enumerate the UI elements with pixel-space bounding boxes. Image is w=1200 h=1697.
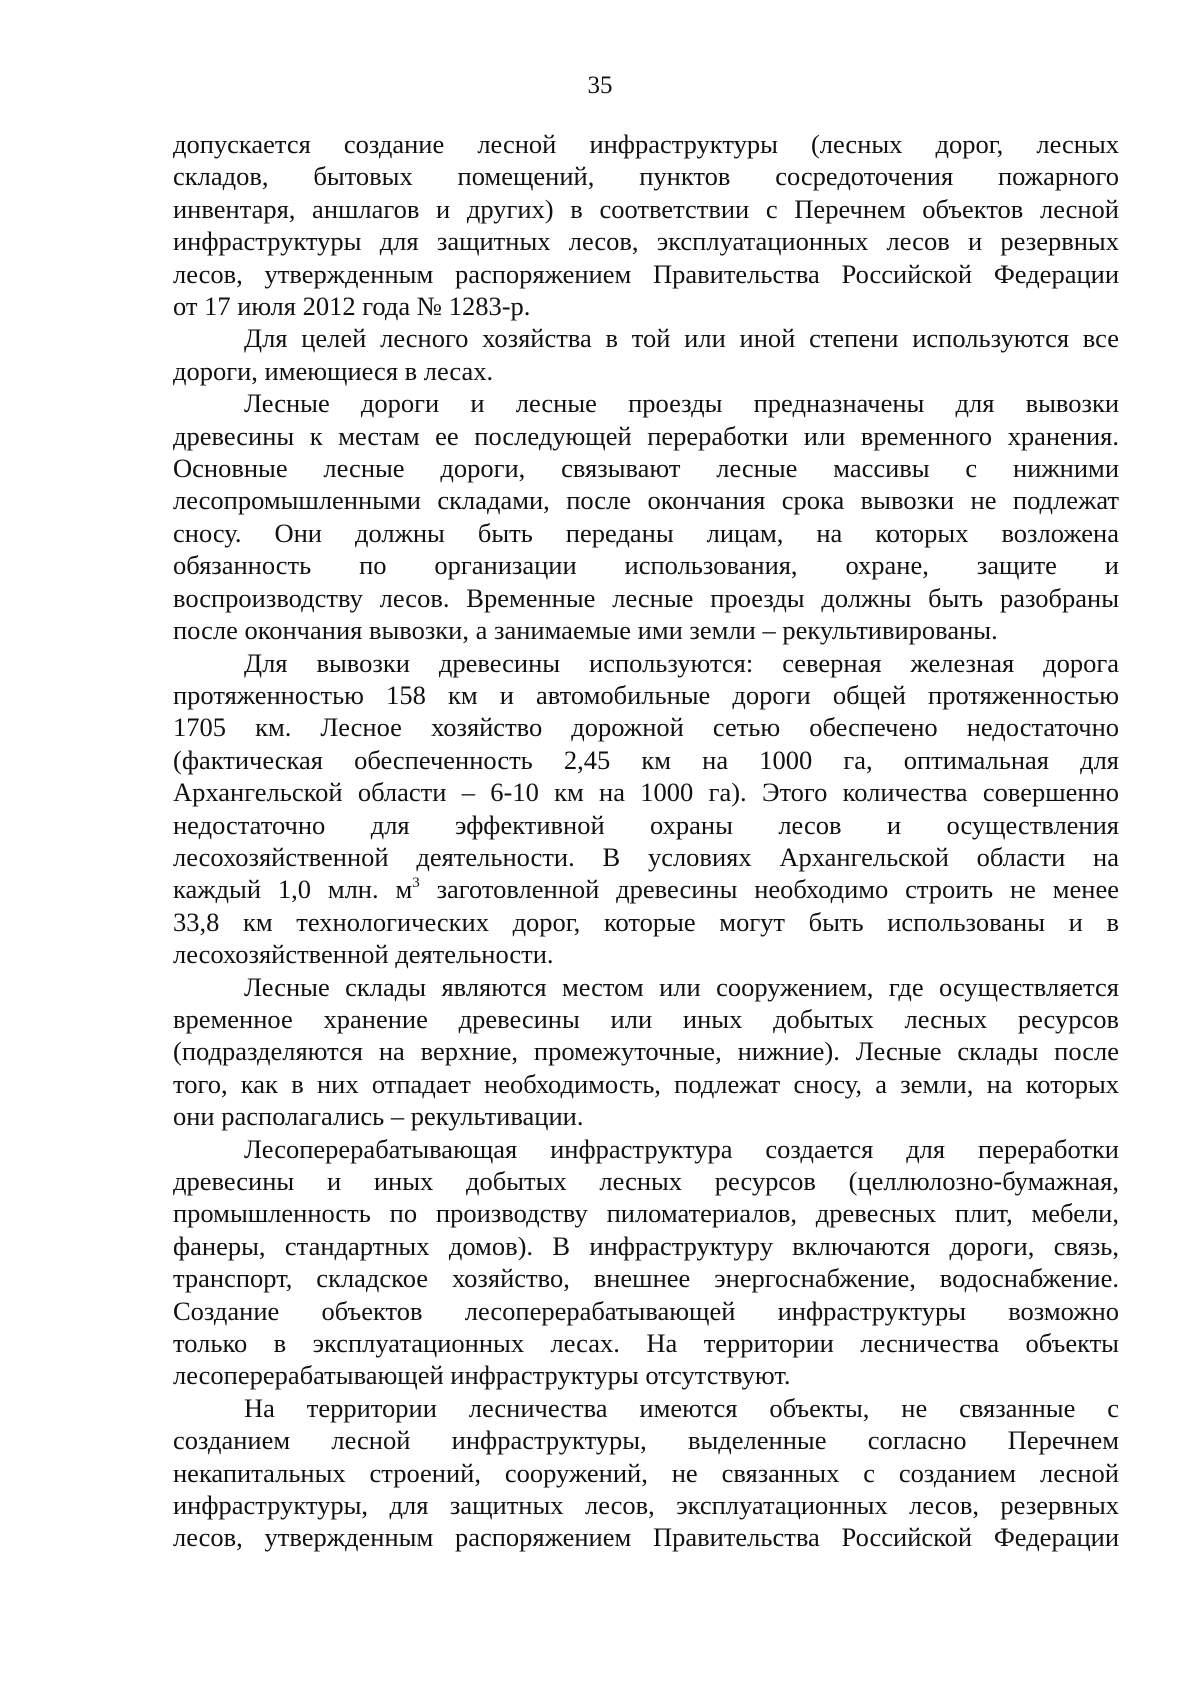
text-line: лесохозяйственной деятельности. (173, 939, 554, 970)
text-line: лесопромышленными складами, после окончания срока вывозки не подлежат (173, 485, 1119, 516)
text-line: Создание объектов лесоперерабатывающей инфраструктуры возможно (173, 1295, 1119, 1326)
paragraph-forest-warehouses (173, 971, 1119, 1133)
paragraph-forest-roads (173, 387, 1119, 646)
text-line: лесов, утвержденным распоряжением Правительства Российской Федерации (173, 1522, 1119, 1553)
text-line: Для вывозки древесины используются: северная железная дорога (244, 647, 1119, 678)
text-line: только в эксплуатационных лесах. На территории лесничества объекты (173, 1328, 1119, 1359)
cubic-superscript: 3 (412, 875, 420, 892)
text-line: 33,8 км технологических дорог, которые могут быть использованы и в (173, 906, 1119, 937)
text-line: они располагались – рекультивации. (173, 1101, 584, 1132)
text-fragment: заготовленной древесины необходимо строить не менее (419, 874, 1119, 905)
text-line: Основные лесные дороги, связывают лесные массивы с нижними (173, 453, 1119, 484)
text-line: лесов, утвержденным распоряжением Правительства Российской Федерации (173, 258, 1119, 289)
text-line: древесины и иных добытых лесных ресурсов (целлюлозно-бумажная, (173, 1166, 1119, 1196)
text-line: складов, бытовых помещений, пунктов сосредоточения пожарного (173, 161, 1119, 192)
text-line: обязанность по организации использования, охране, защите и (173, 550, 1119, 581)
text-line: (подразделяются на верхние, промежуточные, нижние). Лесные склады после (173, 1036, 1119, 1067)
text-line: промышленность по производству пиломатериалов, древесных плит, мебели, (173, 1198, 1119, 1229)
text-line: дороги, имеющиеся в лесах. (173, 355, 494, 386)
text-line: протяженностью 158 км и автомобильные дороги общей протяженностью (173, 679, 1119, 710)
text-line: от 17 июля 2012 года № 1283-р. (173, 291, 531, 322)
text-fragment: каждый 1,0 млн. м (173, 874, 413, 905)
document-body (173, 128, 1119, 1554)
text-line: после окончания вывозки, а занимаемые ими земли – рекультивированы. (173, 615, 998, 646)
paragraph-roads-usage (173, 322, 1119, 387)
text-line: временное хранение древесины или иных добытых лесных ресурсов (173, 1003, 1119, 1034)
text-line: инфраструктуры для защитных лесов, эксплуатационных лесов и резервных (173, 226, 1119, 257)
text-line: Лесные дороги и лесные проезды предназначены для вывозки (244, 388, 1119, 419)
text-line: инвентаря, аншлагов и других) в соответствии с Перечнем объектов лесной (173, 193, 1119, 224)
text-line: сносу. Они должны быть переданы лицам, на которых возложена (173, 517, 1119, 548)
text-line: На территории лесничества имеются объекты, не связанные с (244, 1392, 1119, 1423)
text-line: созданием лесной инфраструктуры, выделенные согласно Перечнем (173, 1425, 1119, 1456)
text-line: древесины к местам ее последующей переработки или временного хранения. (173, 420, 1119, 451)
paragraph-wood-processing (173, 1133, 1119, 1392)
text-line: Лесоперерабатывающая инфраструктура создается для переработки (244, 1133, 1119, 1164)
text-line: лесохозяйственной деятельности. В условиях Архангельской области на (173, 841, 1119, 872)
text-line: инфраструктуры, для защитных лесов, эксплуатационных лесов, резервных (173, 1490, 1119, 1521)
text-line: фанеры, стандартных домов). В инфраструктуру включаются дороги, связь, (173, 1230, 1119, 1261)
text-line-with-superscript (173, 873, 1119, 905)
text-line: недостаточно для эффективной охраны лесов и осуществления (173, 809, 1119, 840)
paragraph-infrastructure-list (173, 128, 1119, 322)
text-line: транспорт, складское хозяйство, внешнее энергоснабжение, водоснабжение. (173, 1263, 1119, 1294)
paragraph-non-infrastructure-objects (173, 1392, 1119, 1554)
paragraph-timber-transport (173, 647, 1119, 971)
text-line: некапитальных строений, сооружений, не связанных с созданием лесной (173, 1457, 1119, 1488)
text-line: Лесные склады являются местом или сооружением, где осуществляется (244, 971, 1119, 1002)
text-line: Архангельской области – 6-10 км на 1000 га). Этого количества совершенно (173, 777, 1119, 808)
page-number: 35 (587, 72, 613, 99)
text-line: воспроизводству лесов. Временные лесные проезды должны быть разобраны (173, 582, 1119, 613)
text-line: лесоперерабатывающей инфраструктуры отсутствуют. (173, 1360, 791, 1391)
text-line: допускается создание лесной инфраструктуры (лесных дорог, лесных (173, 129, 1119, 159)
text-line: того, как в них отпадает необходимость, подлежат сносу, а земли, на которых (173, 1068, 1119, 1099)
text-line: (фактическая обеспеченность 2,45 км на 1000 га, оптимальная для (173, 744, 1119, 775)
text-line: Для целей лесного хозяйства в той или иной степени используются все (244, 323, 1119, 354)
text-line: 1705 км. Лесное хозяйство дорожной сетью обеспечено недостаточно (173, 712, 1119, 743)
